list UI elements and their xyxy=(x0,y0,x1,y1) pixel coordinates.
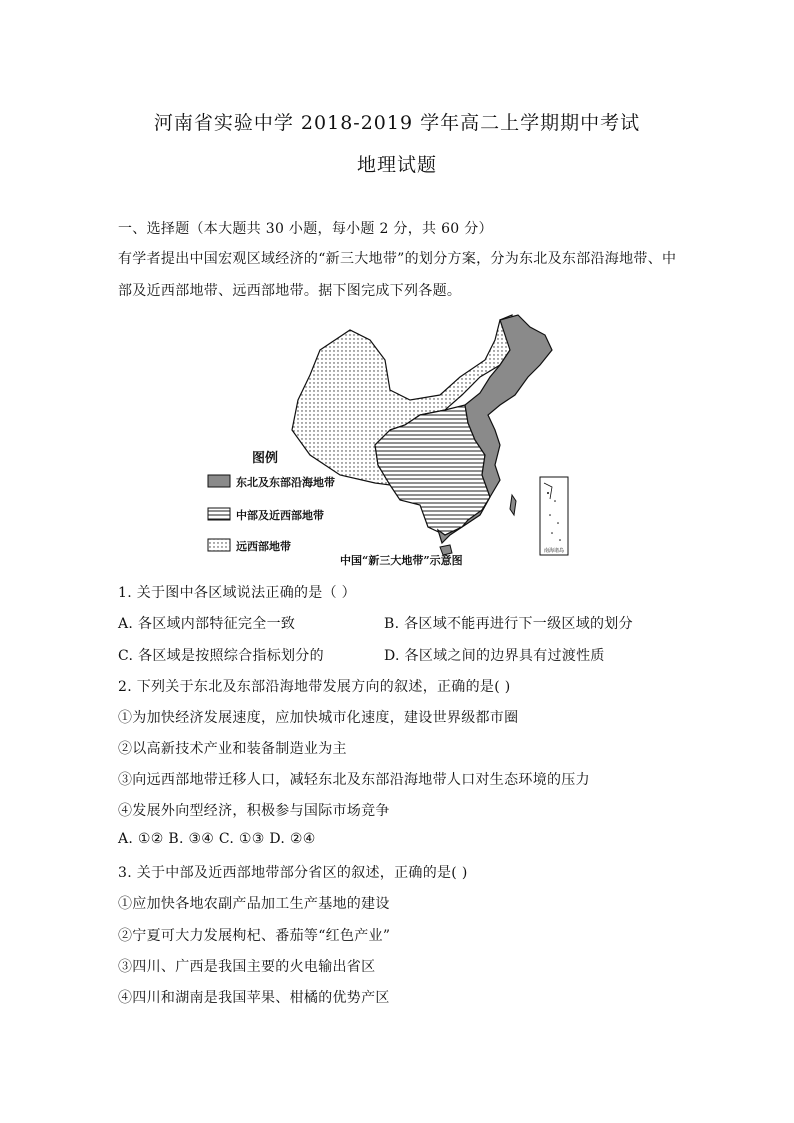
question-2-choices: A. ①② B. ③④ C. ①③ D. ②④ xyxy=(118,831,316,847)
figure-caption: 中国“新三大地带”示意图 xyxy=(340,554,463,567)
inset-box xyxy=(540,477,568,555)
question-1-stem: 1. 关于图中各区域说法正确的是（ ） xyxy=(118,585,356,601)
question-3-stem: 3. 关于中部及近西部地带部分省区的叙述，正确的是( ) xyxy=(118,865,468,881)
question-1-option-b: B. 各区域不能再进行下一级区域的划分 xyxy=(384,616,633,632)
document-title: 河南省实验中学 2018-2019 学年高二上学期期中考试 xyxy=(153,112,641,134)
question-2-stem: 2. 下列关于东北及东部沿海地带发展方向的叙述，正确的是( ) xyxy=(118,679,511,695)
legend-title: 图例 xyxy=(252,451,279,466)
question-3-item-2: ②宁夏可大力发展枸杞、番茄等“红色产业” xyxy=(118,928,391,944)
intro-line-2: 部及近西部地带、远西部地带。据下图完成下列各题。 xyxy=(118,283,462,299)
question-3-item-4: ④四川和湖南是我国苹果、柑橘的优势产区 xyxy=(118,990,390,1006)
question-1-option-d: D. 各区域之间的边界具有过渡性质 xyxy=(384,648,605,664)
legend-label-central: 中部及近西部地带 xyxy=(236,509,324,522)
section-heading: 一、选择题（本大题共 30 小题，每小题 2 分，共 60 分） xyxy=(118,221,493,237)
legend-label-east: 东北及东部沿海地带 xyxy=(236,476,335,489)
taiwan-island xyxy=(510,495,516,515)
legend-swatch-central xyxy=(208,508,230,520)
question-2-item-1: ①为加快经济发展速度，应加快城市化速度，建设世界级都市圈 xyxy=(118,710,519,726)
question-2-item-4: ④发展外向型经济，积极参与国际市场竞争 xyxy=(118,803,390,819)
legend-swatch-east xyxy=(208,475,230,487)
question-3-item-3: ③四川、广西是我国主要的火电输出省区 xyxy=(118,959,376,975)
question-2-item-2: ②以高新技术产业和装备制造业为主 xyxy=(118,741,347,757)
legend-swatch-west xyxy=(208,539,230,551)
china-three-zones-map xyxy=(200,305,570,575)
legend-label-west: 远西部地带 xyxy=(236,540,291,553)
question-3-item-1: ①应加快各地农副产品加工生产基地的建设 xyxy=(118,896,390,912)
inset-label: 南海诸岛 xyxy=(544,548,565,554)
question-1-option-a: A. 各区域内部特征完全一致 xyxy=(118,616,296,632)
question-1-option-c: C. 各区域是按照综合指标划分的 xyxy=(118,648,324,664)
question-2-item-3: ③向远西部地带迁移人口，减轻东北及东部沿海地带人口对生态环境的压力 xyxy=(118,772,590,788)
intro-line-1: 有学者提出中国宏观区域经济的“新三大地带”的划分方案，分为东北及东部沿海地带、中 xyxy=(118,251,677,267)
document-subtitle: 地理试题 xyxy=(356,154,437,176)
